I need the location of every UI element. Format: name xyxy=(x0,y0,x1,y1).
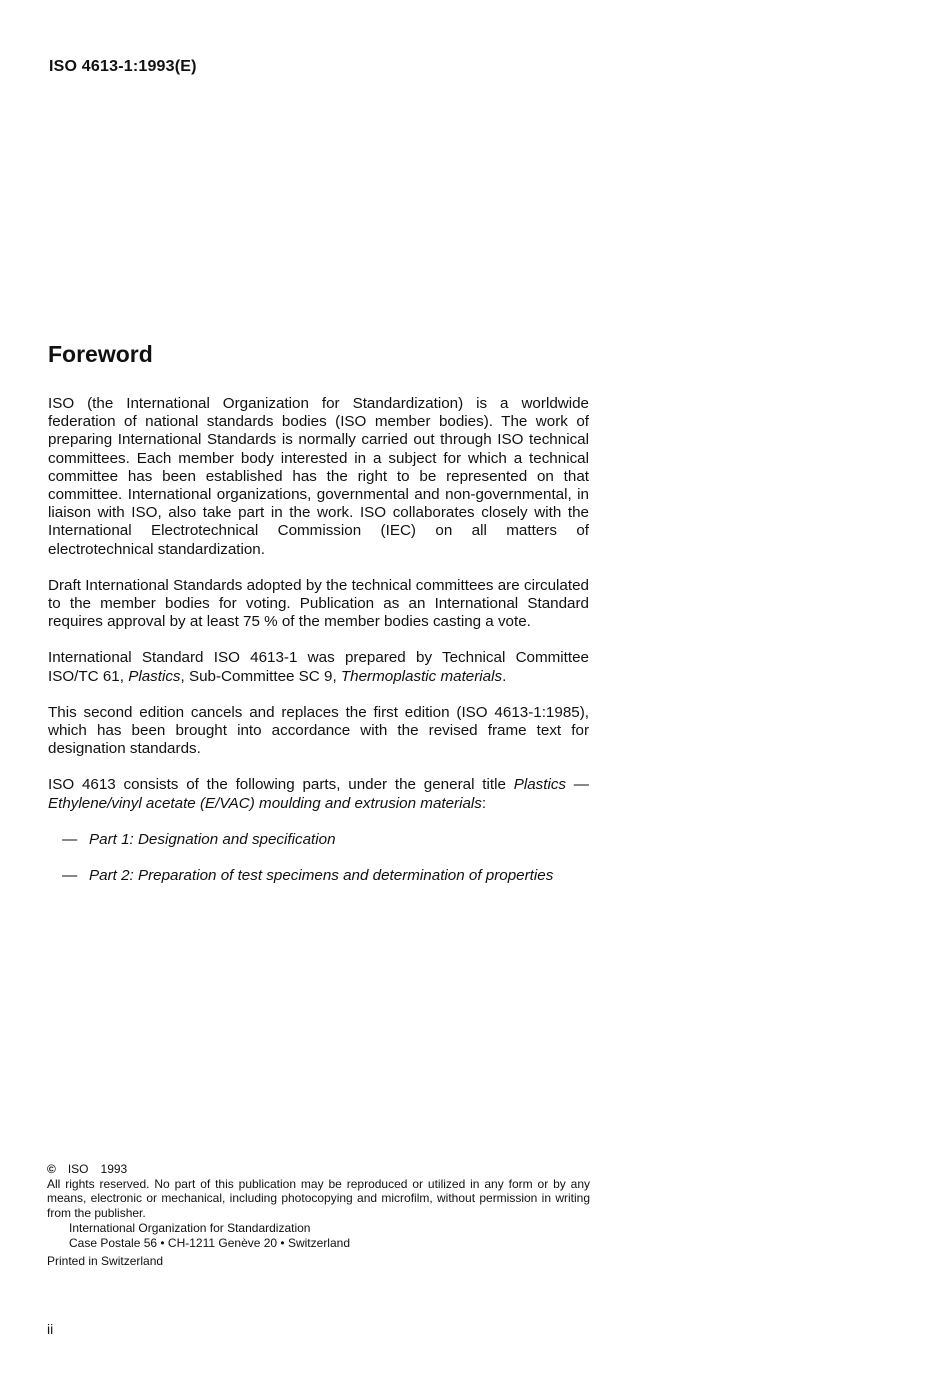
foreword-paragraph-edition: This second edition cancels and replaces the first edition (ISO 4613-1:1985), which has been brought into accordance with the revised frame text for designation standards. xyxy=(48,703,589,758)
foreword-body xyxy=(48,395,589,903)
copyright-symbol: © xyxy=(47,1162,56,1176)
parts-list xyxy=(48,831,589,885)
publisher-postal-address: Case Postale 56 • CH-1211 Genève 20 • Switzerland xyxy=(69,1235,350,1250)
foreword-paragraph-iso: ISO (the International Organization for Standardization) is a worldwide federation of national standards bodies (ISO member bodies). The work of preparing International Standards is normally carried out through ISO technical committees. Each member body interested in a subject for which a technical committee has been established has the right to be represented on that committee. International organizations, governmental and non-governmental, in liaison with ISO, also take part in the work. ISO collaborates closely with the International Electrotechnical Commission (IEC) on all matters of electrotechnical standardization. xyxy=(48,395,589,558)
list-dash: — xyxy=(62,867,78,885)
part-2-label: Part 2: Preparation of test specimens and determination of properties xyxy=(89,867,554,885)
foreword-title: Foreword xyxy=(48,341,153,367)
foreword-paragraph-parts xyxy=(48,776,589,812)
document-id-header: ISO 4613-1:1993(E) xyxy=(49,58,197,75)
general-title: Plastics — Ethylene/vinyl acetate (E/VAC) moulding and extrusion materials xyxy=(48,776,589,812)
publisher-name: International Organization for Standardization xyxy=(69,1221,311,1236)
prepared-by-prefix: International Standard ISO 4613-1 was prepared by Technical Committee ISO/TC 61, xyxy=(48,649,589,685)
rights-statement: All rights reserved. No part of this publication may be reproduced or utilized in any form or by any means, electronic or mechanical, including photocopying and microfilm, without permission in writing from the publisher. xyxy=(47,1176,590,1220)
parts-intro-prefix: ISO 4613 consists of the following parts, under the general title xyxy=(48,776,514,794)
list-item-part-2 xyxy=(48,867,589,885)
sub-committee-name: Thermoplastic materials xyxy=(340,667,503,685)
copyright-org: ISO xyxy=(67,1162,89,1176)
publisher-address xyxy=(47,1221,590,1250)
foreword-paragraph-prepared-by xyxy=(48,649,589,685)
list-dash: — xyxy=(62,830,78,848)
prepared-by-suffix: . xyxy=(502,667,507,685)
page-number: ii xyxy=(47,1321,54,1337)
part-1-label: Part 1: Designation and specification xyxy=(89,830,336,848)
prepared-by-middle: , Sub-Committee SC 9, xyxy=(180,667,341,685)
copyright-notice xyxy=(47,1162,590,1268)
printed-location: Printed in Switzerland xyxy=(47,1253,164,1268)
list-item-part-1 xyxy=(48,831,589,849)
copyright-line xyxy=(47,1162,590,1177)
foreword-paragraph-draft-standards: Draft International Standards adopted by the technical committees are circulated to the member bodies for voting. Publication as an International Standard requires approval by at least 75 % of the member bodies casting a vote. xyxy=(48,576,589,631)
technical-committee-name: Plastics xyxy=(128,667,181,685)
copyright-year: 1993 xyxy=(100,1162,128,1176)
parts-intro-suffix: : xyxy=(481,794,487,812)
